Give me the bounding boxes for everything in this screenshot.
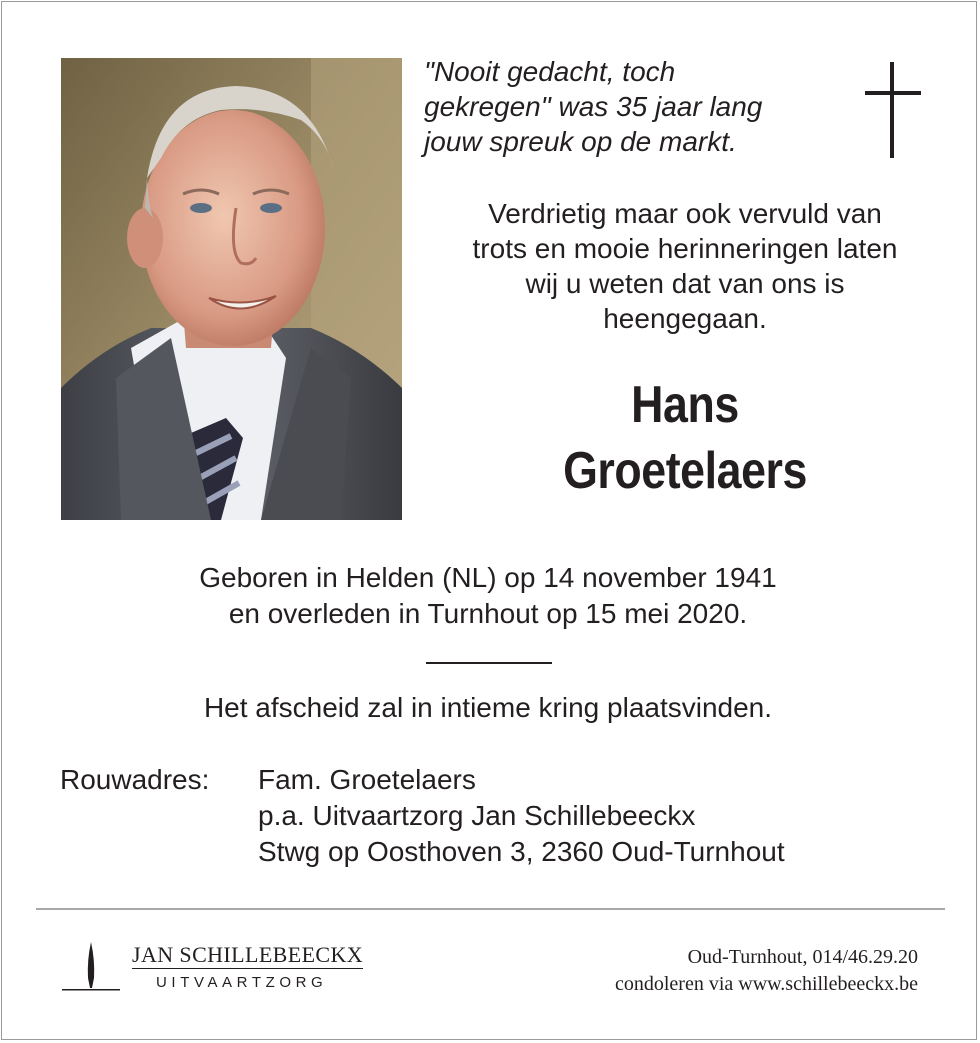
divider-short <box>426 662 552 664</box>
cross-icon <box>865 62 921 163</box>
announcement-line: heengegaan. <box>603 303 767 334</box>
company-name: JAN SCHILLEBEECKX <box>132 942 364 967</box>
quote-text <box>424 54 844 159</box>
contact-website: condoleren via www.schillebeeckx.be <box>614 973 918 995</box>
cypress-tree-icon <box>62 940 120 997</box>
address-line: p.a. Uitvaartzorg Jan Schillebeeckx <box>258 800 696 831</box>
portrait-photo <box>61 58 402 520</box>
announcement-line: wij u weten dat van ons is <box>525 268 845 299</box>
quote-line: "Nooit gedacht, toch <box>424 56 676 87</box>
deceased-name <box>500 372 870 504</box>
birth-death-dates <box>0 560 976 632</box>
footer-divider <box>36 908 945 910</box>
first-name: Hans <box>631 376 739 434</box>
mourning-address <box>258 762 785 870</box>
last-name: Groetelaers <box>563 442 807 500</box>
announcement-text <box>420 196 950 336</box>
company-subtitle: UITVAARTZORG <box>156 974 328 991</box>
announcement-line: Verdrietig maar ook vervuld van <box>488 198 882 229</box>
quote-line: jouw spreuk op de markt. <box>424 126 737 157</box>
death-line: en overleden in Turnhout op 15 mei 2020. <box>228 598 748 629</box>
contact-phone: Oud-Turnhout, 014/46.29.20 <box>687 946 918 968</box>
address-line: Fam. Groetelaers <box>258 764 476 795</box>
announcement-line: trots en mooie herinneringen laten <box>472 233 898 264</box>
farewell-text: Het afscheid zal in intieme kring plaatsvinden. <box>203 692 773 723</box>
contact-info <box>615 944 918 998</box>
address-label: Rouwadres: <box>60 764 210 795</box>
quote-line: gekregen" was 35 jaar lang <box>424 91 763 122</box>
address-line: Stwg op Oosthoven 3, 2360 Oud-Turnhout <box>258 836 785 867</box>
birth-line: Geboren in Helden (NL) op 14 november 1941 <box>199 562 777 593</box>
